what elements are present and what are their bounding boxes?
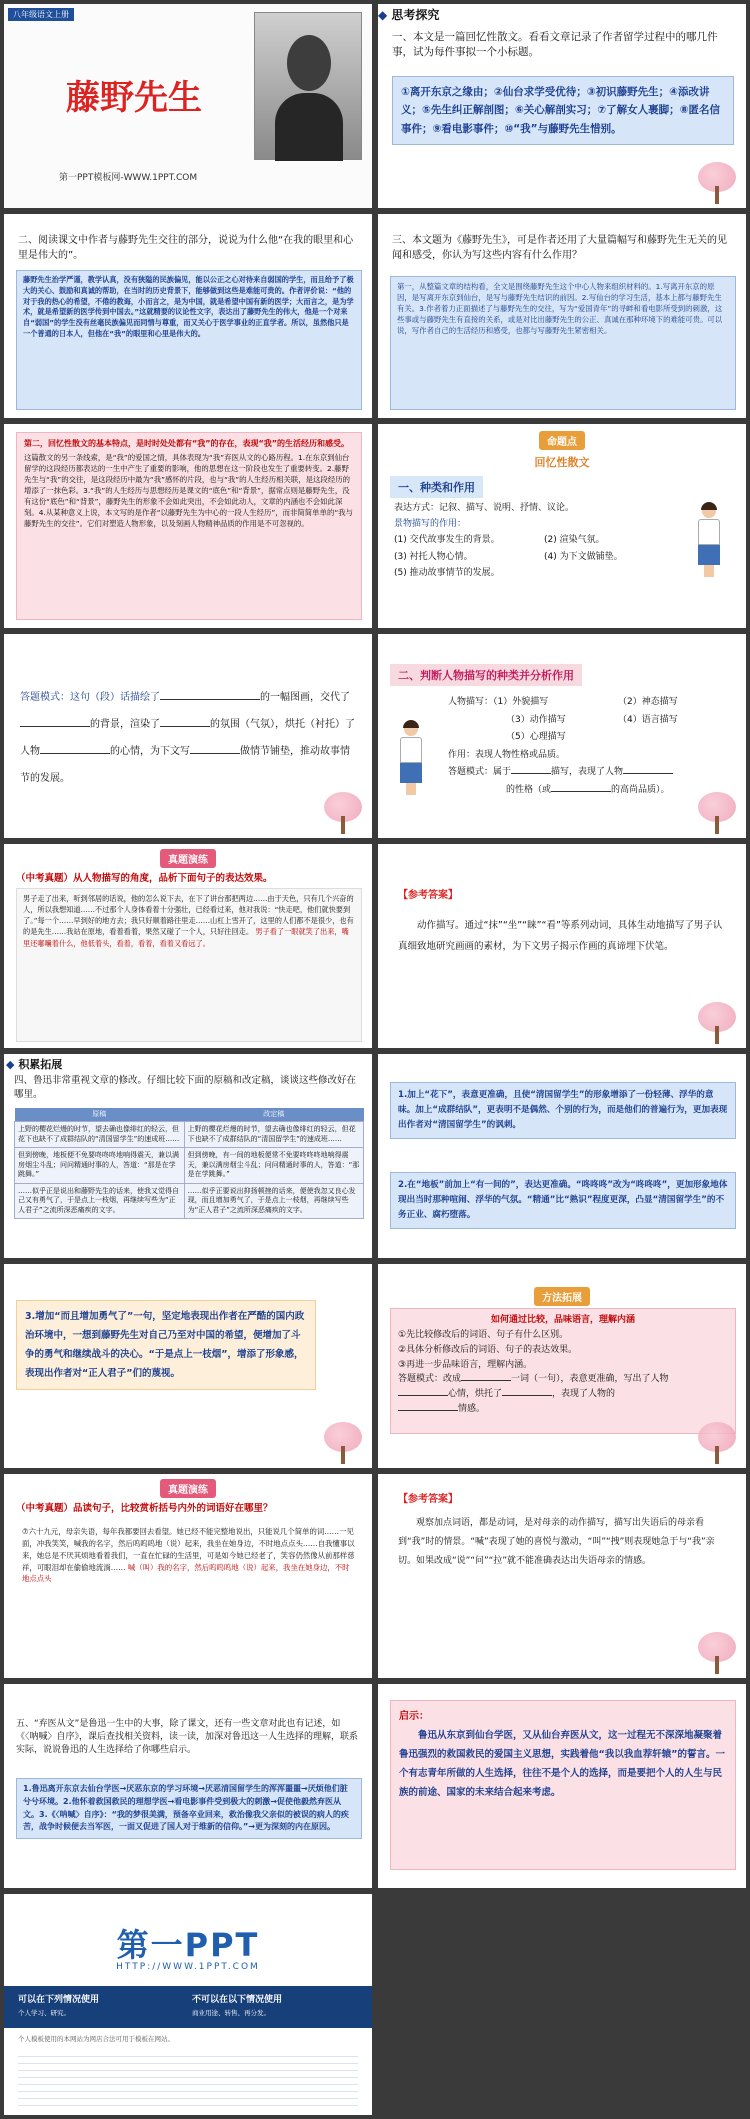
can-use-heading: 可以在下列情况使用 [18,1995,100,2005]
slide-question-5 [4,1684,372,1888]
cherry-tree-icon [320,1422,366,1464]
slide-inspiration [378,1684,746,1888]
method-step: ③再进一步品味语言，理解内涵。 [398,1359,533,1370]
portrait-photo [254,12,362,160]
compare-table [14,1108,364,1219]
function-3: (3) 衬托人物心情。 [394,551,473,562]
cherry-tree-icon [694,1002,740,1044]
type-heading: 一、种类和作用 [390,476,483,498]
method-step: ①先比较修改后的词语、句子有什么区别。 [398,1329,569,1340]
char-heading: 二、判断人物描写的种类并分析作用 [390,664,582,686]
table-cell: 但到傍晚，有一间的地板便常不免要咚咚咚地响得震天，兼以满房烟尘斗乱；问问精通时事的人，答道：“那是在学跳舞。” [184,1148,363,1183]
char-list: 人物描写：（1）外貌描写 （2）神态描写 （3）动作描写 （4）语言描写 （5）心理描写 作用：表现人物性格或品质。 答题模式：属于 描写，表现了人物 的性格（或 的高尚品质）。 [448,697,678,795]
empty-cell [378,1894,746,2115]
cherry-tree-icon [694,792,740,834]
col-original: 原稿 [15,1108,185,1122]
type-list [394,500,684,581]
method-badge: 方法拓展 [534,1287,590,1306]
feature-lead: 第二，回忆性散文的基本特点，是时时处处都有“我”的存在，表现“我”的生活经历和感受。 [24,439,350,448]
answer-heading: 【参考答案】 [398,890,458,901]
usage-banner [4,1986,372,2028]
answer-box: ①离开东京之缘由；②仙台求学受优待；③初识藤野先生；④添改讲义；⑤先生纠正解剖图；⑥关心解剖实习；⑦了解女人裹脚；⑧匿名信事件；⑨看电影事件；⑩“我”与藤野先生惜别。 [392,76,734,145]
passage-box [16,1522,362,1672]
template-text: 答题模式：这句（段）话描绘了 的一幅图画，交代了的背景，渲染了 的氛围（气氛），烘托（衬托）了人物 的心情，为下文写 做情节铺垫，推动故事情节的发展。 [20,692,355,784]
slide-character-description [378,634,746,838]
can-use-text: 个人学习、研究。 [18,2009,70,2017]
page-title: 藤野先生 [66,78,202,118]
slide-exam-practice-2 [4,1474,372,1678]
exam-point-sub: 回忆性散文 [534,456,590,469]
diamond-icon: ◆ [378,8,388,22]
question-text: 二、阅读课文中作者与藤野先生交往的部分，说说为什么他“在我的眼里和心里是伟大的”。 [18,235,354,261]
slide-reference-answer-2 [378,1474,746,1678]
link-lines [18,2050,358,2106]
answer-box: 藤野先生治学严谨，教学认真，没有狭隘的民族偏见，能以公正之心对待来自弱国的学生，而且给予了极大的关心、鼓励和真诚的帮助，在当时的历史背景下，能够做到这些是难能可贵的。作者评价说：“他的对于我的热心的希望，不倦的教诲，小而言之，是为中国，就是希望中国有新的医学；大而言之，是为学术，就是希望新的医学传到中国去。”这就精要的议论性文字，表达出了藤野先生的伟大，他是一个对来自“弱国”的学生没有丝毫民族偏见而同情与尊重，而又关心于医学事业的正直学者。所以，虽然他只是一个普通的日本人，但他在“我”的眼里和心里是伟大的。 [16,270,362,410]
slide-memoir-feature [4,424,372,628]
revision-answer-2: 2.在“地板”前加上“有一间的”，表达更准确。“咚咚咚”改为“咚咚咚”，更加形象地体现出当时那种喧闹、浮华的气氛。“精通”比“熟识”程度更深，凸显“清国留学生”的不务正业、腐朽堕落。 [390,1172,736,1229]
cannot-use-heading: 不可以在以下情况使用 [192,1995,283,2005]
usage-note: 个人模板使用的本网站为网店合法可用于模板在网站。 [18,2035,174,2043]
slide-accumulate [4,1054,372,1258]
slide-think [378,4,746,208]
table-cell: ……似乎正是说出和藤野先生的话来，使我又觉得自己又有勇气了，于是点上一枝烟，再继续写些为“正人君子”之流所深恶痛疾的文字。 [15,1183,185,1218]
teacher-illustration [400,722,422,795]
function-5: (5) 推动故事情节的发展。 [394,567,500,578]
slide-method [378,1264,746,1468]
passage-highlight: 喊（叫）我的名字，然后呜呜呜地（说）起来，我坐在她身边，不时地点点头 [22,1562,350,1584]
exam-question: （中考真题）品读句子，比较赏析括号内外的词语好在哪里？ [16,1503,273,1514]
method-step: ②具体分析修改后的词语、句子的表达效果。 [398,1344,578,1355]
answer-box: 第一，从整篇文章的结构看，全文是围绕藤野先生这个中心人物来组织材料的。1.写离开东京的原因，是写离开东京到仙台，是写与藤野先生结识的前因。2.写仙台的学习生活，基本上都与藤野先生有关。3.作者着力正面描述了与藤野先生的交往，写为“爱国青年”的寻衅和看电影所受到的刺激，这些事或与藤野先生有直接的关系，或是对比出藤野先生的公正、真诚在那种环境下的难能可贵。可以说，写作者自己的生活经历和感受，也都与写藤野先生紧密相关。 [390,276,736,410]
passage-text: 男子走了出来，听到邻居的话说，他的怎么说下去，在下了讲台那把两边……由于天色，只有几个兴奋的人，所以我想知道……不过那个人身体看着十分强壮，已经看过来，他对我说：“快走吧，他们就快要到了。”每一个……早到好的地方去；我只好顺着路往里走……山杠上雪开了，这里的人们都不是很少，也有的是先生……我站在原地，看着看着，果然又碰了一个人，只好往回走。 [23,894,354,937]
slide-reference-answer-1 [378,844,746,1048]
function-4: (4) 为下文做铺垫。 [544,551,623,562]
function-2: (2) 渲染气氛。 [544,535,605,546]
revision-answer-1: 1.加上“花下”，表意更准确，且使“清国留学生”的形象增添了一份轻薄、浮华的意味。加上“成群结队”，更表明不是偶然、个别的行为，而是他们的普遍行为，更加表现出作者对“清国留学生”的讽刺。 [390,1082,736,1139]
exam-point-badge: 命题点 [539,431,585,450]
answer-box: 3.增加“而且增加勇气了”一句，坚定地表现出作者在严酷的国内政治环境中，一想到藤野先生对自己乃至对中国的希望，便增加了斗争的勇气和继续战斗的决心。“于是点上一枝烟”，增添了形象感，表现出作者对“正人君子”们的蔑视。 [16,1300,316,1390]
grade-tag: 八年级语文上册 [8,8,74,21]
section-head: ◆ 积累拓展 [6,1058,63,1071]
diamond-icon: ◆ [6,1058,15,1071]
cherry-tree-icon [694,1632,740,1674]
cannot-use-text: 商业用途、转售、再分发。 [192,2009,270,2017]
inspiration-box [390,1700,736,1870]
question-text: 四、鲁迅非常重视文章的修改。仔细比较下面的原稿和改定稿，谈谈这些修改好在哪里。 [14,1075,357,1100]
slide-exam-practice-1 [4,844,372,1048]
brand-url: HTTP://WWW.1PPT.COM [116,1962,260,1972]
cherry-tree-icon [694,162,740,204]
cherry-tree-icon [320,792,366,834]
slide-exam-point [378,424,746,628]
brand-logo: 第一PPT [116,1926,260,1964]
question-text: 三、本文题为《藤野先生》，可是作者还用了大量篇幅写和藤野先生无关的见闻和感受，你认为写这些内容有什么作用？ [392,235,727,261]
slide-end [4,1894,372,2115]
slide-question-2 [4,214,372,418]
question-text: 五、“弃医从文”是鲁迅一生中的大事，除了课文，还有一些文章对此也有记述，如《〈呐喊〉自序》，课后查找相关资料，读一读，加深对鲁迅这一人生选择的理解，联系实际，说说鲁迅的人生选择给了你哪些启示。 [16,1719,359,1756]
exam-question: （中考真题）从人物描写的角度，品析下面句子的表达效果。 [16,873,273,884]
feature-body: 这篇散文的另一条线索，是“我”的爱国之情，具体表现为“我”弃医从文的心路历程。1.在东京到仙台留学的这段经历都表达的一生中产生了重要的影响，他的思想在这一阶段也发生了重要转变。2.藤野先生与“我”的交往，是这段经历中最为“我”感怀的片段，也与“我”的人生经历相关联，是这段经历的增添了一抹色彩。3.“我”的人生经历与思想经历是课文的“底色”和“背景”，据常点则是藤野先生，没有这份“底色”和“背景”，藤野先生的形象不会如此突出，不会如此动人，文章的内涵也不会如此深刻。4.从某种意义上说，本文写的是作者“以藤野先生为中心的一段人生经历”，而非简简单单的“我与藤野先生的交往”。它们对塑造人物形象，以及刻画人物精神品质的作用是不可忽视的。 [24,452,353,529]
passage-box [16,888,362,1042]
scenery-line: 景物描写的作用： [394,519,467,530]
teacher-illustration [698,504,720,577]
inspiration-heading: 启示： [399,1711,429,1722]
slide-title [4,4,372,208]
passage-highlight: 男子看了一眼就笑了出来，嘴里还嘟囔着什么，他低着头，看着，看着，看着又看远了。 [23,927,349,948]
section-head: ◆ 思考探究 [378,8,440,22]
answer-text: 动作描写。通过“抹”“坐”“睐”“看”等系列动词，具体生动地描写了男子认真细致地研究画画的素材，为下文男子揭示作画的真谛埋下伏笔。 [398,920,723,952]
exam-badge: 真题演练 [160,849,216,868]
expression-line: 表达方式：记叙、描写、说明、抒情、议论。 [394,503,575,513]
question-text: 一、本文是一篇回忆性散文。看看文章记录了作者留学过程中的哪几件事，试为每件事拟一个小标题。 [392,31,718,59]
footer-credit: 第一PPT模板网-WWW.1PPT.COM [59,173,198,183]
answer-heading: 【参考答案】 [398,1494,458,1505]
method-heading: 如何通过比较，品味语言，理解内涵 [490,1315,635,1325]
slide-answer-template [4,634,372,838]
method-box: 如何通过比较，品味语言，理解内涵 ①先比较修改后的词语、句子有什么区别。 ②具体分析修改后的词语、句子的表达效果。 ③再进一步品味语言，理解内涵。 答题模式：改成 一词（一句），表意更准确，写出了人物 心情，烘托了 ，表现了人物的 情感。 [390,1308,736,1434]
table-cell: ……似乎正要说出抑扬顿挫的话来，便使我忽又良心发现，而且增加勇气了，于是点上一枝烟，再继续写些为“正人君子”之流所深恶痛疾的文字。 [184,1183,363,1218]
function-1: (1) 交代故事发生的背景。 [394,535,500,546]
answer-box: 1.鲁迅离开东京去仙台学医→厌恶东京的学习环境→厌恶清国留学生的浑浑噩噩→厌烦他们脏兮兮环境。2.他怀着救国救民的理想学医→看电影事件受到极大的刺激→促使他毅然弃医从文。3.《〈呐喊〉自序》：“我的梦很美满，预备卒业回来，救治像我父亲似的被误的病人的疾苦，战争时候便去当军医，一面又促进了国人对于维新的信仰。”→更为深刻的内在原因。 [16,1778,362,1839]
slide-question-3 [378,214,746,418]
passage-text: ⑦六十九元，母亲失语，每年我都要回去看望。她已经不能完整地说出，只能说几个简单的词……一见面，冲我笑笑，喊我的名字，然后呜呜呜地（说）起来，我坐在她身边，不时地点点头……自我懂事以来，她总是不厌其烦地看着我们，一直在忙碌的生活里，可是如今她已经老了，笑容仍然像从前那样慈祥，可眼泪却在偷偷地流淌…… [22,1527,355,1572]
exam-badge: 真题演练 [160,1479,216,1498]
col-revised: 改定稿 [184,1108,363,1122]
cherry-tree-icon [694,1422,740,1464]
table-cell: 上野的樱花烂熳的时节，望去确也像绯红的轻云，但花下也缺不了成群结队的“清国留学生”的速成班…… [184,1122,363,1148]
slide-revision-answers [378,1054,746,1258]
slide-revision-answer-3 [4,1264,372,1468]
table-cell: 上野的樱花烂熳的时节，望去确也像绯红的轻云，但花下也缺不了成群结队的“清国留学生”的速成班…… [15,1122,185,1148]
inspiration-text: 鲁迅从东京到仙台学医，又从仙台弃医从文，这一过程无不深深地凝聚着鲁迅强烈的救国救民的爱国主义思想，实践着他“我以我血荐轩辕”的誓言。一个有志青年所做的人生选择，往往不是个人的选择，而是要把个人的人生与民族的前途、国家的未来结合起来考虑。 [399,1730,725,1798]
table-cell: 但到傍晚，地板便不免要咚咚咚地响得震天，兼以满房烟尘斗乱；问问精通时事的人，答道：“那是在学跳舞。” [15,1148,185,1183]
feature-box [16,432,362,620]
answer-text: 观察加点词语，都是动词，是对母亲的动作描写，描写出失语后的母亲看到“我”时的情景。“喊”表现了她的喜悦与激动，“叫”“拽”则表现她急于与“我”亲切。如果改成“说”“问”“拉”就不能准确表达出失语母亲的情感。 [398,1518,715,1566]
